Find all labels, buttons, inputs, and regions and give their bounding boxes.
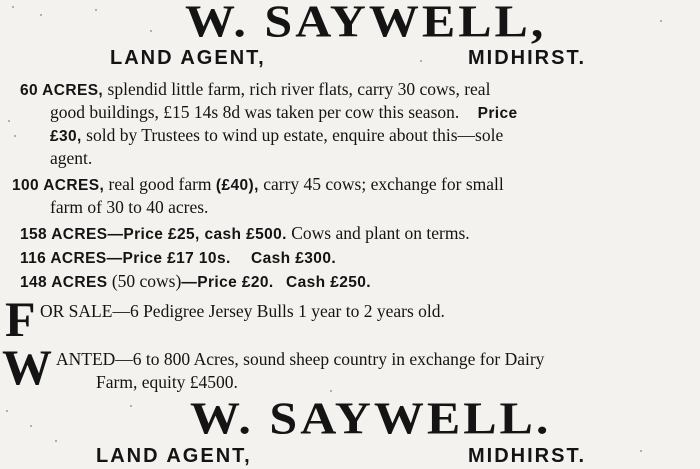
listing-60 bbox=[20, 78, 490, 102]
listing-note: Cows and plant on terms. bbox=[291, 223, 470, 243]
footer-title: W. SAYWELL. bbox=[190, 392, 552, 444]
listing-text: real good farm bbox=[108, 174, 212, 194]
listing-text: carry 45 cows; exchange for small bbox=[263, 174, 504, 194]
listing-price: —Price £17 10s. bbox=[106, 250, 231, 267]
header-title: W. SAYWELL, bbox=[185, 0, 547, 47]
listing-acres: 148 ACRES bbox=[20, 274, 108, 291]
print-speck bbox=[420, 60, 422, 62]
print-speck bbox=[640, 450, 642, 452]
print-speck bbox=[95, 9, 97, 11]
listing-100-line2: farm of 30 to 40 acres. bbox=[50, 197, 209, 217]
listing-text: good buildings, £15 14s 8d was taken per cow this season. bbox=[50, 102, 460, 122]
listing-60-line4: agent. bbox=[50, 148, 93, 168]
listing-price: —Price £25, cash £500. bbox=[107, 226, 287, 243]
header-place: MIDHIRST. bbox=[468, 47, 586, 69]
print-speck bbox=[30, 425, 32, 427]
print-speck bbox=[130, 405, 132, 407]
listing-116 bbox=[20, 246, 336, 270]
price-label: Price bbox=[477, 105, 518, 122]
wanted-dropcap: W bbox=[2, 339, 52, 395]
listing-text: sold by Trustees to wind up estate, enquire about this—sole bbox=[86, 125, 504, 145]
listing-text: splendid little farm, rich river flats, carry 30 cows, real bbox=[107, 79, 491, 99]
footer-role: LAND AGENT, bbox=[96, 445, 252, 467]
listing-100 bbox=[12, 173, 504, 197]
price-value: £30, bbox=[50, 128, 82, 145]
listing-price: —Price £20. bbox=[181, 274, 274, 291]
print-speck bbox=[14, 135, 16, 137]
for-sale-heading: OR SALE bbox=[40, 301, 113, 321]
listing-158 bbox=[20, 222, 470, 246]
print-speck bbox=[660, 20, 662, 22]
listing-acres: 100 ACRES, bbox=[12, 177, 105, 194]
footer-place: MIDHIRST. bbox=[468, 445, 586, 467]
listing-acres: 116 ACRES bbox=[20, 250, 107, 267]
print-speck bbox=[150, 30, 152, 32]
listing-cash: Cash £300. bbox=[251, 250, 337, 267]
print-speck bbox=[40, 14, 42, 16]
print-speck bbox=[8, 120, 10, 122]
wanted-heading: ANTED bbox=[56, 349, 116, 369]
wanted-line1 bbox=[56, 348, 544, 371]
wanted-text: —6 to 800 Acres, sound sheep country in exchange for Dairy bbox=[115, 349, 545, 369]
listing-60-line2 bbox=[50, 101, 518, 125]
listing-148 bbox=[20, 270, 371, 294]
for-sale-line bbox=[40, 300, 445, 323]
print-speck bbox=[12, 6, 14, 8]
print-speck bbox=[55, 440, 57, 442]
listing-cash: Cash £250. bbox=[286, 274, 371, 291]
price-note: (£40), bbox=[215, 177, 259, 194]
print-speck bbox=[330, 390, 332, 392]
listing-acres: 60 ACRES, bbox=[20, 82, 104, 99]
listing-cows: (50 cows) bbox=[111, 271, 182, 291]
for-sale-text: —6 Pedigree Jersey Bulls 1 year to 2 years old. bbox=[112, 301, 445, 321]
wanted-line2: Farm, equity £4500. bbox=[96, 372, 238, 392]
for-sale-dropcap: F bbox=[5, 291, 36, 347]
print-speck bbox=[6, 410, 8, 412]
header-role: LAND AGENT, bbox=[110, 47, 266, 69]
listing-acres: 158 ACRES bbox=[20, 226, 108, 243]
listing-60-line3 bbox=[50, 124, 503, 148]
